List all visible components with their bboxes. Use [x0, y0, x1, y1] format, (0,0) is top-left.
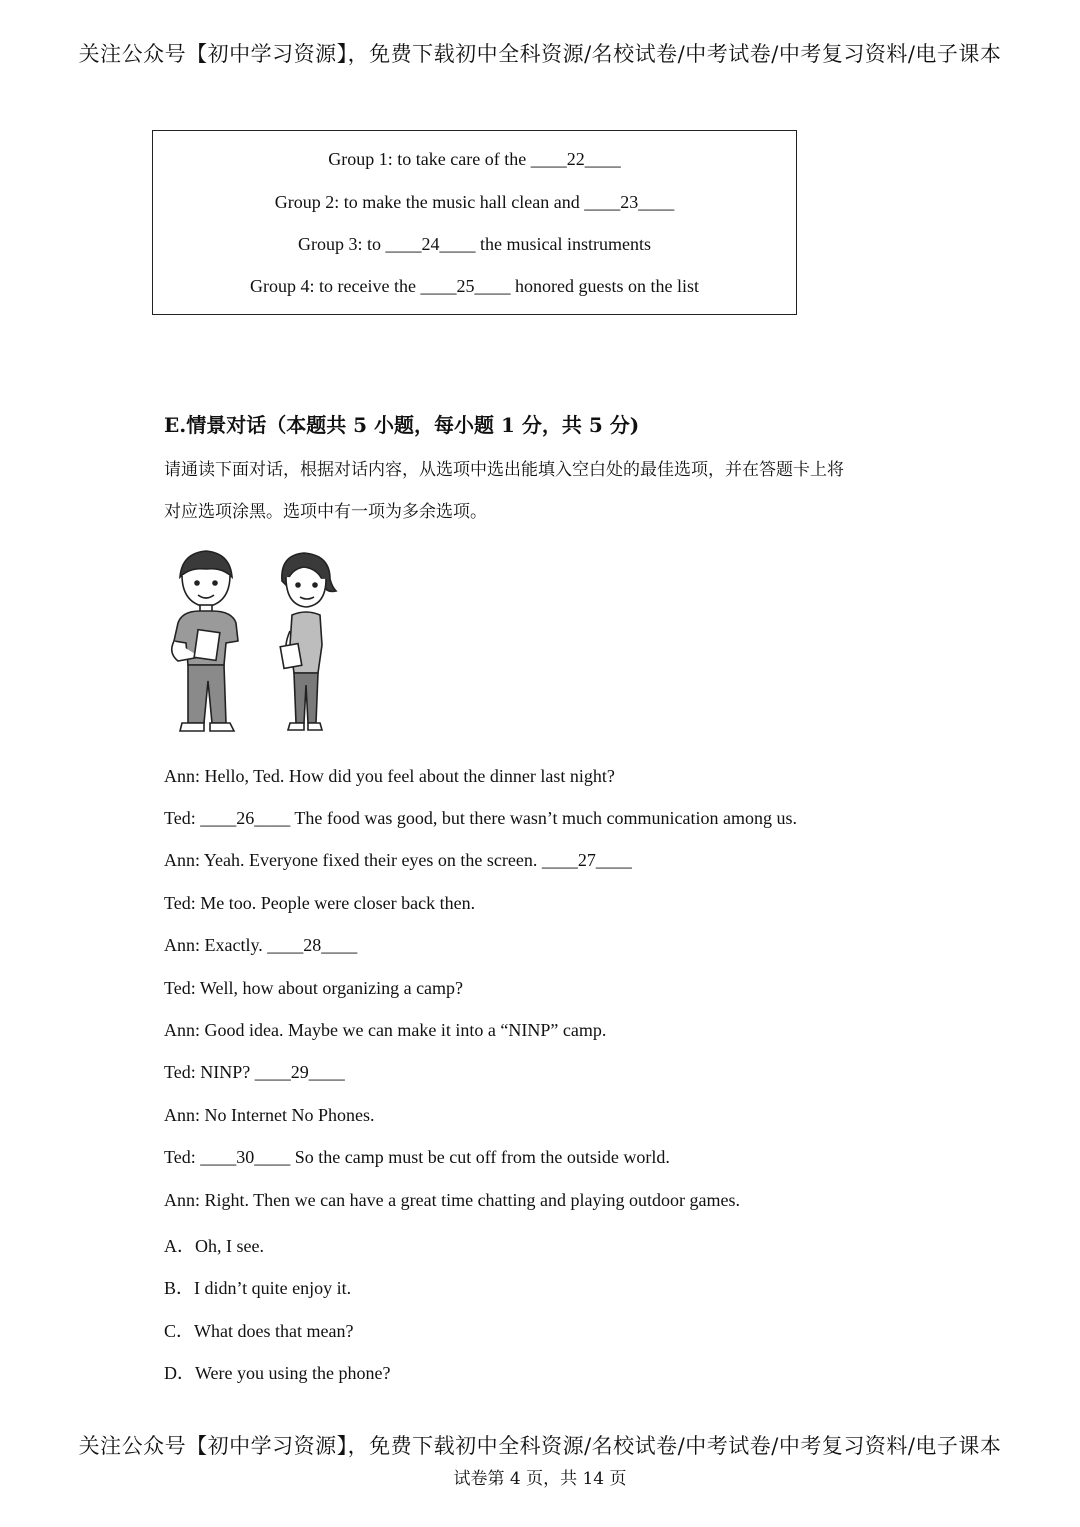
task-text: Group 4: to receive the — [250, 276, 421, 296]
instruction-text: 对应选项涂黑。选项中有一项为多余选项。 — [164, 502, 487, 522]
answer-blank-23: ____23____ — [584, 192, 675, 212]
two-students-illustration — [160, 545, 350, 740]
option-item: A．Oh, I see. — [164, 1236, 264, 1256]
dialogue-line: Ann: Hello, Ted. How did you feel about the dinner last night? — [164, 766, 615, 786]
task-text: Group 1: to take care of the — [328, 149, 531, 169]
dialogue-line: Ann: Yeah. Everyone fixed their eyes on the screen. ____27____ — [164, 850, 632, 870]
dialogue-line: Ted: NINP? ____29____ — [164, 1062, 345, 1082]
dialogue-line: Ann: No Internet No Phones. — [164, 1105, 375, 1125]
option-item: C．What does that mean? — [164, 1321, 354, 1341]
page-number: 试卷第 4 页，共 14 页 — [453, 1469, 627, 1489]
task-line-group-3 — [153, 234, 796, 255]
dialogue-line: Ann: Exactly. ____28____ — [164, 935, 358, 955]
instruction-text: 请通读下面对话，根据对话内容，从选项中选出能填入空白处的最佳选项，并在答题卡上将 — [164, 460, 844, 480]
answer-blank-24: ____24____ — [385, 234, 476, 254]
girl-figure — [280, 553, 336, 730]
task-line-group-2 — [153, 192, 796, 213]
task-text: Group 2: to make the music hall clean and — [274, 192, 585, 212]
dialogue-line: Ted: ____30____ So the camp must be cut off from the outside world. — [164, 1147, 670, 1167]
answer-blank-25: ____25____ — [420, 276, 511, 296]
answer-blank-22: ____22____ — [530, 149, 621, 169]
task-text: Group 3: to — [298, 234, 386, 254]
task-line-group-4 — [153, 276, 796, 297]
dialogue-line: Ted: Me too. People were closer back then. — [164, 893, 476, 913]
section-heading: E.情景对话（本题共 5 小题，每小题 1 分，共 5 分) — [164, 413, 640, 437]
option-item: B．I didn’t quite enjoy it. — [164, 1278, 352, 1298]
task-line-group-1 — [153, 149, 796, 170]
boy-figure — [172, 551, 238, 731]
footer-banner: 关注公众号【初中学习资源】，免费下载初中全科资源/名校试卷/中考试卷/中考复习资料/电子课本 — [78, 1434, 1002, 1458]
header-banner: 关注公众号【初中学习资源】，免费下载初中全科资源/名校试卷/中考试卷/中考复习资料/电子课本 — [78, 42, 1002, 66]
task-assignment-box — [152, 130, 797, 315]
task-text: the musical instruments — [475, 234, 651, 254]
dialogue-line: Ted: Well, how about organizing a camp? — [164, 978, 464, 998]
task-text: honored guests on the list — [510, 276, 699, 296]
dialogue-line: Ted: ____26____ The food was good, but there wasn’t much communication among us. — [164, 808, 797, 828]
option-item: D．Were you using the phone? — [164, 1363, 391, 1383]
dialogue-line: Ann: Good idea. Maybe we can make it into a “NINP” camp. — [164, 1020, 607, 1040]
dialogue-line: Ann: Right. Then we can have a great time chatting and playing outdoor games. — [164, 1190, 741, 1210]
